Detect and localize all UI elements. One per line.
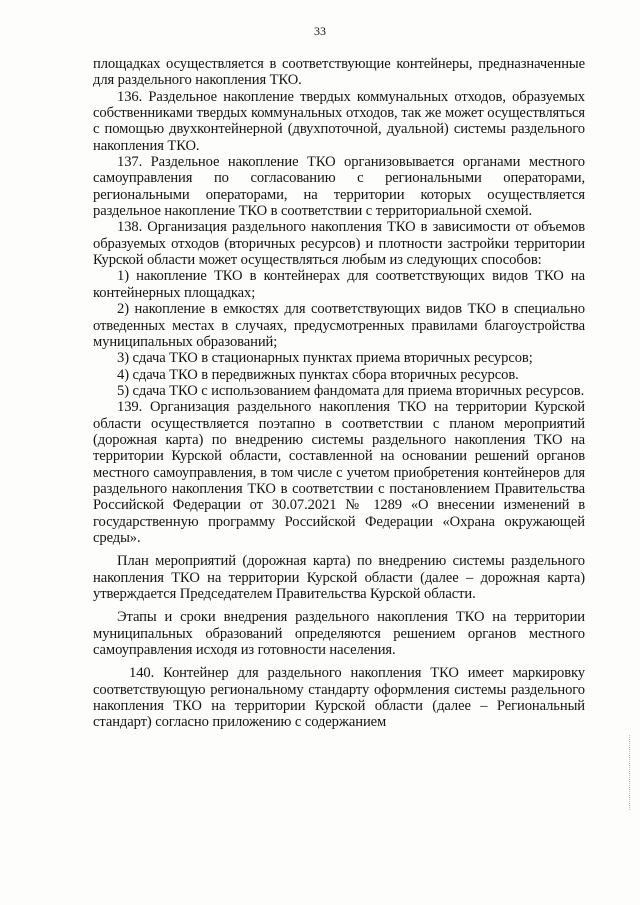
paragraph-136: 136. Раздельное накопление твердых коммунальных отходов, образуемых собственниками твердых коммунальных отходов, так же может осуществляться с помощью двухконтейнерной (двухпоточной, дуальной) системы раздельного накопления ТКО. bbox=[93, 88, 585, 154]
document-body bbox=[93, 56, 585, 731]
paragraph-137: 137. Раздельное накопление ТКО организовывается органами местного самоуправления по согласованию с региональными операторами, региональными операторами, на территории которых осуществляется раздельное накопление ТКО в соответствии с территориальной схемой. bbox=[93, 154, 585, 220]
margin-scan-mark bbox=[629, 735, 634, 810]
paragraph-138: 138. Организация раздельного накопления ТКО в зависимости от объемов образуемых отходов (вторичных ресурсов) и плотности застройки территории Курской области может осуществляться любым из следующих способов: bbox=[93, 219, 585, 269]
paragraph-stages: Этапы и сроки внедрения раздельного накопления ТКО на территории муниципальных образований определяются решением органов местного самоуправления исходя из готовности населения. bbox=[93, 609, 585, 659]
paragraph-continuation: площадках осуществляется в соответствующие контейнеры, предназначенные для раздельного накопления ТКО. bbox=[93, 56, 585, 89]
list-item-1: 1) накопление ТКО в контейнерах для соответствующих видов ТКО на контейнерных площадках; bbox=[93, 268, 585, 301]
paragraph-roadmap-plan: План мероприятий (дорожная карта) по внедрению системы раздельного накопления ТКО на территории Курской области (далее – дорожная карта) утверждается Председателем Правительства Курской области. bbox=[93, 553, 585, 602]
list-item-4: 4) сдача ТКО в передвижных пунктах сбора вторичных ресурсов. bbox=[117, 366, 519, 383]
list-item-2: 2) накопление в емкостях для соответствующих видов ТКО в специально отведенных местах в случаях, предусмотренных правилами благоустройства муниципальных образований; bbox=[93, 301, 585, 350]
page-number: 33 bbox=[314, 24, 326, 38]
paragraph-140: 140. Контейнер для раздельного накопления ТКО имеет маркировку соответствующую региональному стандарту оформления системы раздельного накопления ТКО на территории Курской области (далее – Региональный стандарт) согласно приложению с содержанием bbox=[93, 665, 585, 731]
paragraph-139: 139. Организация раздельного накопления ТКО на территории Курской области осуществляется поэтапно в соответствии с планом мероприятий (дорожная карта) по внедрению системы раздельного накопления ТКО на территории Курской области, составленной на основании решений органов местного самоуправления, в том числе с учетом приобретения контейнеров для раздельного накопления ТКО в соответствии с постановлением Правительства Российской Федерации от 30.07.2021 № 1289 «О внесении изменений в государственную программу Российской Федерации «Охрана окружающей среды». bbox=[93, 399, 585, 546]
list-item-5: 5) сдача ТКО с использованием фандомата для приема вторичных ресурсов. bbox=[117, 382, 585, 399]
list-item-3: 3) сдача ТКО в стационарных пунктах приема вторичных ресурсов; bbox=[117, 350, 533, 367]
